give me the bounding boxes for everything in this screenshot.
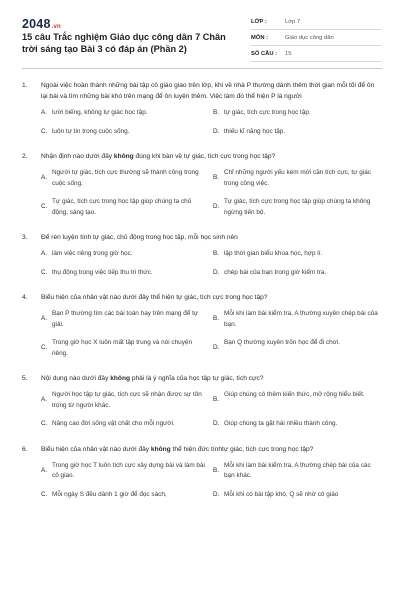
option-text: Giúp chúng có thêm kiến thức, mở rộng hiểu biết. (224, 391, 365, 398)
option-c[interactable] (41, 419, 213, 430)
question-5 (22, 373, 382, 438)
option-b[interactable] (213, 168, 385, 189)
question-text (41, 444, 382, 455)
meta-class-label: LỚP : (251, 18, 267, 25)
option-text: thụ động trong việc tiếp thu tri thức. (52, 268, 153, 276)
document-title: 15 câu Trắc nghiệm Giáo dục công dân 7 Chân trời sáng tạo Bài 3 có đáp án (Phần 2) (22, 32, 226, 54)
option-letter: D. (213, 344, 220, 352)
option-a[interactable] (41, 309, 213, 330)
option-c[interactable] (41, 127, 213, 138)
meta-count-row (251, 46, 381, 62)
option-letter: C. (41, 420, 48, 427)
option-text: Bạn Q thường xuyên trốn học để đi chơi. (224, 339, 341, 346)
option-letter: B. (213, 466, 220, 474)
question-text-part: đúng khi bàn về tự giác, tích cực trong học tập? (133, 153, 276, 160)
option-b[interactable] (213, 390, 385, 411)
question-number: 2. (22, 153, 28, 160)
question-4 (22, 292, 382, 367)
option-a[interactable] (41, 249, 213, 260)
option-letter: D. (213, 203, 220, 211)
meta-class-row (251, 14, 381, 30)
option-letter: C. (41, 490, 48, 498)
option-text: Mỗi ngày S đều dành 1 giờ để đọc sách, (52, 490, 167, 498)
question-text: Để rèn luyện tính tự giác, chủ động trong học tập, mỗi học sinh nên (41, 234, 238, 241)
option-text: làm việc riêng trong giờ học. (52, 250, 133, 257)
option-letter: D. (213, 268, 220, 276)
site-logo[interactable] (22, 17, 61, 31)
option-text: chép bài của bạn trong giờ kiểm tra. (224, 268, 327, 276)
option-text: thiếu kĩ năng học tập. (224, 127, 286, 135)
option-letter: B. (213, 396, 220, 404)
meta-subject-row (251, 30, 381, 46)
option-letter: D. (213, 490, 220, 498)
question-text-emphasis: không (150, 445, 171, 453)
option-text: Bạn P thường tìm các bài toán hay trên mạng để tự giải. (52, 310, 199, 328)
option-d[interactable] (213, 338, 385, 359)
option-a[interactable] (41, 390, 213, 411)
question-text (41, 151, 382, 162)
question-number: 4. (22, 294, 28, 301)
question-text-emphasis: không (110, 375, 131, 382)
option-letter: C. (41, 127, 48, 135)
question-text-part: Nội dung nào dưới đây (41, 375, 111, 382)
option-text: tự giác, tích cực trong học tập. (224, 109, 311, 116)
option-letter: B. (213, 174, 220, 182)
question-6 (22, 444, 382, 509)
option-letter: A. (41, 315, 48, 323)
option-a[interactable] (41, 108, 213, 119)
option-c[interactable] (41, 268, 213, 279)
question-3 (22, 232, 382, 286)
option-text: lười biếng, không tự giác học tập. (52, 109, 148, 116)
option-text: Trong giờ học T luôn tích cực xây dựng bài và làm bài cô giao. (52, 461, 205, 479)
option-letter: D. (213, 420, 220, 427)
option-text: luôn tự tin trong cuộc sống. (52, 127, 130, 135)
question-1 (22, 80, 382, 145)
option-text: Tự giác, tích cực trong học tập giúp chúng ta chủ động, sáng tạo. (52, 198, 192, 216)
question-list (0, 72, 400, 508)
question-text: Ngoài việc hoàn thành những bài tập cô giáo giao trên lớp, khi về nhà P thường dành thêm thời gian mỗi tối để ôn lại bài và tìm những bài khó trên mạng để ôn luyện thêm. Việc làm đó thể hiện P là người (41, 82, 375, 100)
option-b[interactable] (213, 108, 385, 119)
option-text: Giúp chúng ta gặt hái nhiều thành công. (224, 420, 338, 427)
question-text-part: Nhận định nào dưới đây (41, 153, 114, 160)
option-b[interactable] (213, 461, 385, 482)
header-divider (22, 68, 382, 69)
option-text: Mỗi khi làm bài kiểm tra, A thường xuyên chép bài của bạn. (224, 310, 378, 328)
option-letter: C. (41, 203, 48, 211)
option-a[interactable] (41, 168, 213, 189)
question-text-part: thể hiện đức tínhtự giác, tích cực trong học tập? (170, 445, 314, 453)
meta-class-value: Lớp 7 (285, 18, 301, 25)
option-text: lập thời gian biểu khoa học, hợp lí. (224, 250, 323, 257)
option-c[interactable] (41, 490, 213, 501)
option-letter: D. (213, 127, 220, 135)
option-letter: B. (213, 315, 220, 323)
question-number: 1. (22, 82, 28, 89)
option-letter: A. (41, 396, 48, 404)
meta-subject-label: MÔN : (251, 34, 269, 41)
option-text: Tự giác, tích cực trong học tập giúp chúng ta không ngừng tiến bộ. (224, 198, 371, 216)
logo-main: 2048 (22, 17, 51, 31)
option-b[interactable] (213, 309, 385, 330)
option-letter: A. (41, 109, 48, 116)
question-number: 6. (22, 445, 28, 453)
option-letter: A. (41, 466, 48, 474)
question-text (41, 373, 382, 384)
option-text: Mỗi khi làm bài kiểm tra, A thường chép bài của các bạn khác. (224, 461, 371, 479)
option-text: Mỗi khi có bài tập khó, Q sẽ nhờ cô giáo (224, 490, 339, 498)
option-text: Trong giờ học X luôn mất tập trung và nói chuyện riêng. (52, 339, 193, 357)
option-c[interactable] (41, 197, 213, 218)
meta-subject-value: Giáo dục công dân (285, 34, 334, 41)
option-text: Người tự giác, tích cực thường sẽ thành công trong cuộc sống. (52, 169, 199, 187)
option-text: Nâng cao đời sống vật chất cho mỗi người. (52, 420, 175, 427)
document-header (0, 0, 400, 66)
meta-count-value: 15 (285, 50, 292, 57)
question-text-emphasis: không (113, 153, 134, 160)
meta-count-label: SỐ CÂU : (251, 50, 278, 57)
option-letter: B. (213, 109, 220, 116)
option-c[interactable] (41, 338, 213, 359)
question-2 (22, 151, 382, 226)
option-letter: B. (213, 250, 220, 257)
option-letter: C. (41, 344, 48, 352)
question-number: 5. (22, 375, 28, 382)
question-text-part: phải là ý nghĩa của học tập tự giác, tích cực? (130, 375, 264, 382)
option-letter: A. (41, 174, 48, 182)
question-number: 3. (22, 234, 28, 241)
option-d[interactable] (213, 419, 385, 430)
option-letter: C. (41, 268, 48, 276)
option-letter: A. (41, 250, 48, 257)
option-d[interactable] (213, 127, 385, 138)
question-text: Biểu hiện của nhân vật nào dưới đây thể hiện tự giác, tích cực trong học tập? (41, 294, 268, 301)
option-a[interactable] (41, 461, 213, 482)
document-meta (251, 14, 381, 62)
question-text-part: Biểu hiện của nhân vật nào dưới đây (41, 445, 151, 453)
option-text: Người học tập tự giác, tích cực sẽ nhận được sự tôn trọng từ người khác. (52, 391, 202, 409)
option-d[interactable] (213, 490, 385, 501)
option-d[interactable] (213, 268, 385, 279)
option-b[interactable] (213, 249, 385, 260)
option-text: Chỉ những người yếu kém mới cần tích cực, tự giác trong công việc. (224, 169, 371, 187)
option-d[interactable] (213, 197, 385, 218)
logo-suffix: .vn (51, 24, 61, 30)
